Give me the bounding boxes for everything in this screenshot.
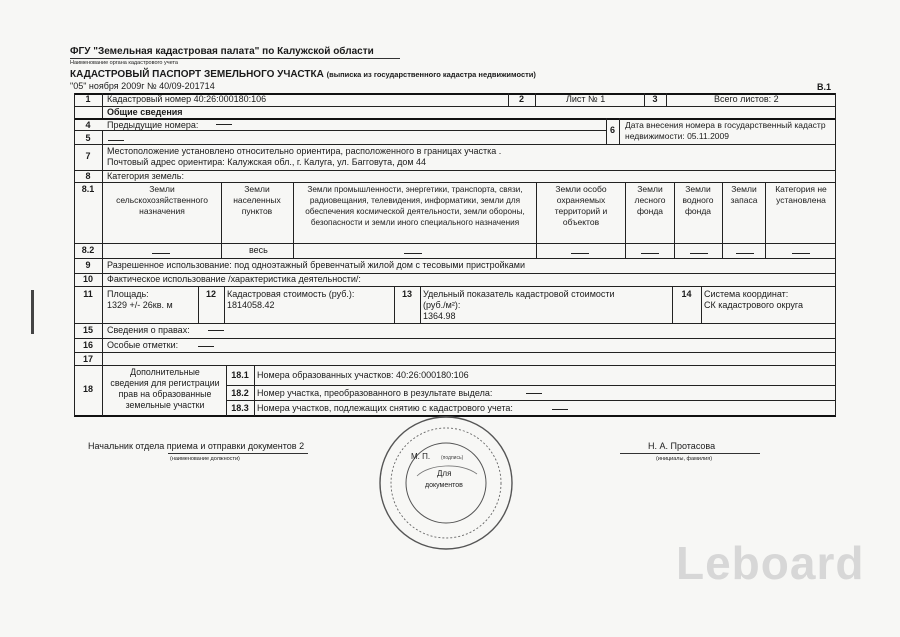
row-number: 12 (205, 289, 216, 299)
category-protected: Земли особо охраняемых территорий и объектов (554, 184, 608, 227)
empty-dash (690, 253, 708, 254)
row-number: 18 (82, 384, 93, 394)
position-underline (168, 453, 308, 454)
permitted-use: Разрешенное использование: под одноэтажный бревенчатый жилой дом с тесовыми пристройками (107, 260, 526, 270)
table-line (293, 182, 294, 258)
total-box: 3 (652, 94, 658, 104)
organization-caption: Наименование органа кадастрового учета (70, 60, 178, 66)
empty-dash (526, 393, 542, 394)
category-not-set: Категория не установлена (775, 184, 827, 205)
empty-dash (152, 253, 170, 254)
removed-parcels: Номера участков, подлежащих снятию с кадастрового учета: (257, 403, 513, 413)
empty-dash (641, 253, 659, 254)
number-entry-date: Дата внесения номера в государственный кадастр недвижимости: 05.11.2009 (625, 120, 826, 141)
row-number: 11 (83, 289, 93, 299)
additional-info-label-line: прав на образованные (118, 389, 212, 399)
row-number: 9 (85, 260, 91, 270)
row-number: 16 (82, 340, 93, 350)
coordinate-system-label: Система координат: (704, 289, 789, 299)
empty-dash (198, 346, 214, 347)
row-number: 4 (85, 120, 91, 130)
row-number: 13 (401, 289, 412, 299)
site-watermark: Leboard (676, 537, 865, 589)
category-settlements-value: весь (249, 245, 268, 255)
table-line (224, 286, 225, 323)
position-caption: (наименование должности) (170, 456, 240, 462)
sheet-code: В.1 (817, 82, 832, 92)
margin-mark (31, 290, 34, 334)
seal-mp-label: М. П. (411, 452, 431, 461)
actual-use: Фактическое использование /характеристика деятельности/: (107, 274, 361, 284)
cadastral-value-label: Кадастровая стоимость (руб.): (227, 289, 355, 299)
empty-dash (108, 140, 124, 141)
row-number: 8 (85, 171, 91, 181)
row-number: 18.3 (231, 403, 249, 413)
table-line (74, 106, 836, 107)
additional-info-label-line: Дополнительные (130, 367, 200, 377)
seal-for: Для (437, 469, 452, 478)
row-number: 6 (609, 125, 615, 135)
passport-table (74, 93, 836, 417)
empty-dash (208, 330, 224, 331)
table-line (625, 182, 626, 258)
document-title-note: (выписка из государственного кадастра недвижимости) (326, 70, 536, 79)
table-line (226, 385, 836, 386)
sheet-box: 2 (518, 94, 524, 104)
category-water: Земли водного фонда (682, 184, 714, 216)
table-line (74, 352, 836, 353)
row-number: 18.2 (231, 388, 249, 398)
table-line (254, 365, 255, 416)
table-line (102, 93, 103, 118)
organization-name: ФГУ "Земельная кадастровая палата" по Калужской области (70, 46, 374, 57)
area-value: 1329 +/- 26кв. м (107, 300, 173, 310)
document-title-main: КАДАСТРОВЫЙ ПАСПОРТ ЗЕМЕЛЬНОГО УЧАСТКА (70, 69, 324, 80)
coordinate-system-value: СК кадастрового округа (704, 300, 803, 310)
rights-info: Сведения о правах: (107, 325, 190, 335)
specific-value-label: Удельный показатель кадастровой стоимости (423, 289, 615, 299)
sheet-label: Лист № 1 (566, 94, 606, 104)
area-label: Площадь: (107, 289, 149, 299)
table-line (701, 286, 702, 323)
row-number: 15 (82, 325, 93, 335)
table-line (74, 258, 836, 259)
table-line (835, 93, 836, 416)
table-line (619, 118, 620, 144)
table-line (722, 182, 723, 258)
category-forest: Земли лесного фонда (634, 184, 666, 216)
specific-value: 1364.98 (423, 311, 456, 321)
row-number: 5 (85, 133, 91, 143)
organization-underline (70, 58, 400, 59)
table-line (674, 182, 675, 258)
table-line (221, 182, 222, 258)
transformed-parcel: Номер участка, преобразованного в результате выдела: (257, 388, 493, 398)
empty-dash (216, 124, 232, 125)
table-line (102, 130, 103, 416)
table-line (74, 323, 836, 324)
official-name: Н. А. Протасова (648, 441, 716, 451)
special-notes: Особые отметки: (107, 340, 179, 350)
row-number: 17 (82, 354, 93, 364)
empty-dash (736, 253, 754, 254)
row-number: 10 (82, 274, 93, 284)
additional-info-label-line: земельные участки (125, 400, 205, 410)
location-description: Местоположение установлено относительно ориентира, расположенного в границах участка . (107, 146, 502, 156)
name-underline (620, 453, 760, 454)
table-line (535, 93, 536, 106)
category-reserve: Земли запаса (730, 184, 758, 205)
general-section-title: Общие сведения (107, 107, 183, 117)
row-number: 7 (85, 151, 91, 161)
table-line (74, 286, 836, 287)
table-line (765, 182, 766, 258)
table-line (420, 286, 421, 323)
formed-parcels: Номера образованных участков: 40:26:000180:106 (257, 370, 469, 380)
specific-value-unit: (руб./м²): (423, 300, 461, 310)
table-line (74, 365, 836, 366)
empty-dash (792, 253, 810, 254)
table-line (536, 182, 537, 258)
official-position: Начальник отдела приема и отправки документов 2 (88, 441, 305, 451)
table-line (74, 170, 836, 171)
cadastral-number: Кадастровый номер 40:26:000180:106 (107, 94, 267, 104)
empty-dash (404, 253, 422, 254)
empty-dash (571, 253, 589, 254)
name-caption: (инициалы, фамилия) (656, 456, 713, 462)
row-number: 18.1 (231, 370, 249, 380)
seal-signature-caption: (подпись) (441, 455, 464, 461)
land-category-label: Категория земель: (107, 171, 184, 181)
row-number: 1 (85, 94, 91, 104)
table-line (226, 400, 836, 401)
previous-numbers: Предыдущие номера: (107, 120, 199, 130)
table-line (74, 338, 836, 339)
additional-info-label (104, 367, 226, 411)
postal-address: Почтовый адрес ориентира: Калужская обл., г. Калуга, ул. Багговута, дом 44 (107, 157, 427, 167)
document-title (70, 69, 536, 80)
total-sheets: Всего листов: 2 (714, 94, 779, 104)
seal-documents: документов (425, 482, 463, 489)
document-date-number: "05" ноября 2009г № 40/09-201714 (70, 81, 215, 91)
category-agricultural: Земли сельскохозяйственного назначения (116, 184, 208, 216)
official-seal (377, 414, 515, 552)
category-industry: Земли промышленности, энергетики, транспорта, связи, радиовещания, телевидения, информатики, земли для обеспечения космической деятельности, земли обороны, безопасности и земли иного специального назначения (305, 185, 525, 227)
row-number: 8.2 (81, 245, 95, 255)
category-settlements: Земли населенных пунктов (233, 184, 281, 216)
table-line (74, 144, 836, 145)
additional-info-label-line: сведения для регистрации (110, 378, 220, 388)
row-number: 14 (681, 289, 692, 299)
table-line (666, 93, 667, 106)
empty-dash (552, 409, 568, 410)
cadastral-value: 1814058.42 (227, 300, 275, 310)
row-number: 8.1 (81, 184, 95, 194)
